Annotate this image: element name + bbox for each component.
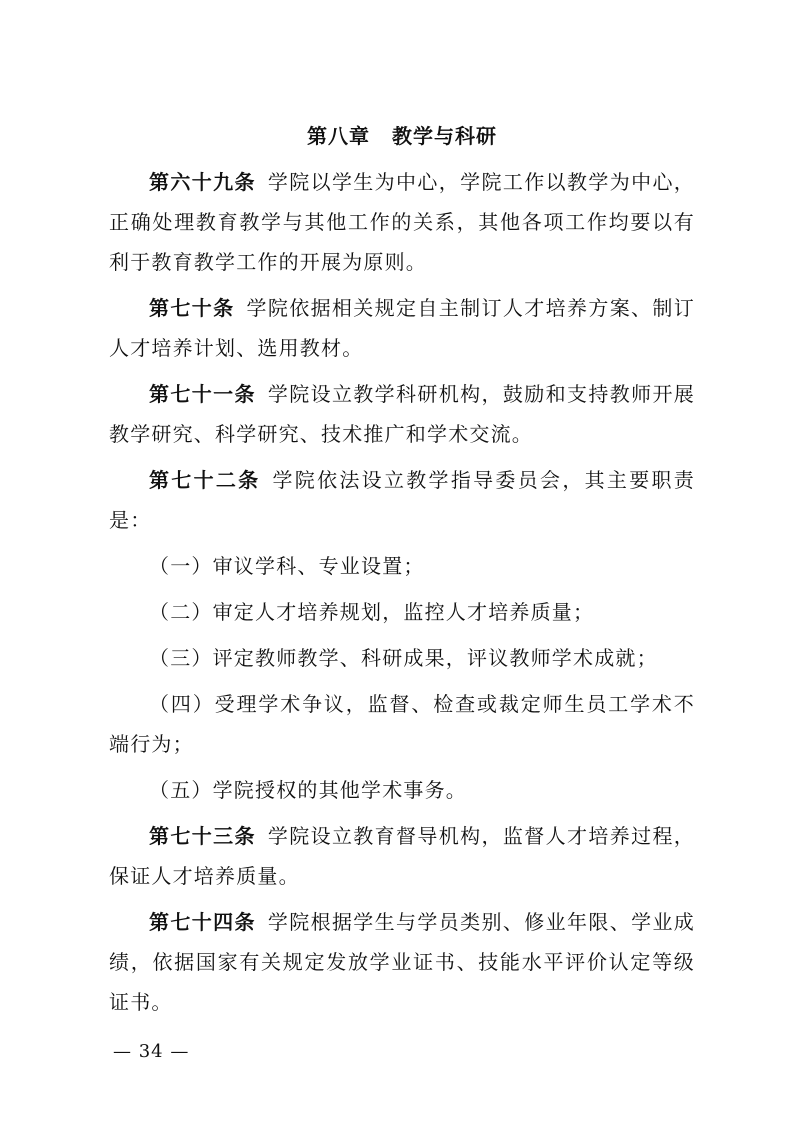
article-text: 学院依据相关规定自主制订人才培养方案、制订人才培养计划、选用教材。	[109, 296, 695, 360]
article-text: 学院设立教学科研机构，鼓励和支持教师开展教学研究、科学研究、技术推广和学术交流。	[109, 382, 696, 446]
article-label: 第七十四条	[149, 910, 256, 934]
article-label: 第七十条	[149, 296, 235, 320]
duty-item-2: （二）审定人才培养规划，监控人才培养质量；	[149, 600, 595, 624]
article-69	[109, 162, 695, 282]
article-71	[109, 374, 695, 454]
article-74	[109, 902, 695, 1022]
article-label: 第七十三条	[149, 824, 256, 848]
duty-item-3: （三）评定教师教学、科研成果，评议教师学术成就；	[149, 646, 658, 670]
article-label: 第六十九条	[149, 170, 256, 194]
duty-item-4: （四）受理学术争议，监督、检查或裁定师生员工学术不端行为；	[109, 692, 695, 756]
article-text: 学院设立教育督导机构，监督人才培养过程，保证人才培养质量。	[109, 824, 696, 888]
article-text: 学院根据学生与学员类别、修业年限、学业成绩，依据国家有关规定发放学业证书、技能水平评价认定等级证书。	[109, 910, 696, 1014]
page-body	[109, 116, 695, 1028]
chapter-heading	[109, 116, 695, 156]
article-72	[109, 460, 695, 540]
chapter-title: 教学与科研	[392, 124, 497, 148]
article-label: 第七十一条	[149, 382, 256, 406]
article-label: 第七十二条	[149, 468, 261, 492]
duty-item-5: （五）学院授权的其他学术事务。	[149, 778, 467, 802]
page-number: — 34 —	[113, 1041, 190, 1062]
article-text: 学院以学生为中心，学院工作以教学为中心，正确处理教育教学与其他工作的关系，其他各项工作均要以有利于教育教学工作的开展为原则。	[109, 170, 696, 274]
duty-item-1: （一）审议学科、专业设置；	[149, 554, 425, 578]
chapter-number: 第八章	[307, 124, 370, 148]
article-text: 学院依法设立教学指导委员会，其主要职责是：	[109, 468, 695, 532]
article-70	[109, 288, 695, 368]
article-73	[109, 816, 695, 896]
